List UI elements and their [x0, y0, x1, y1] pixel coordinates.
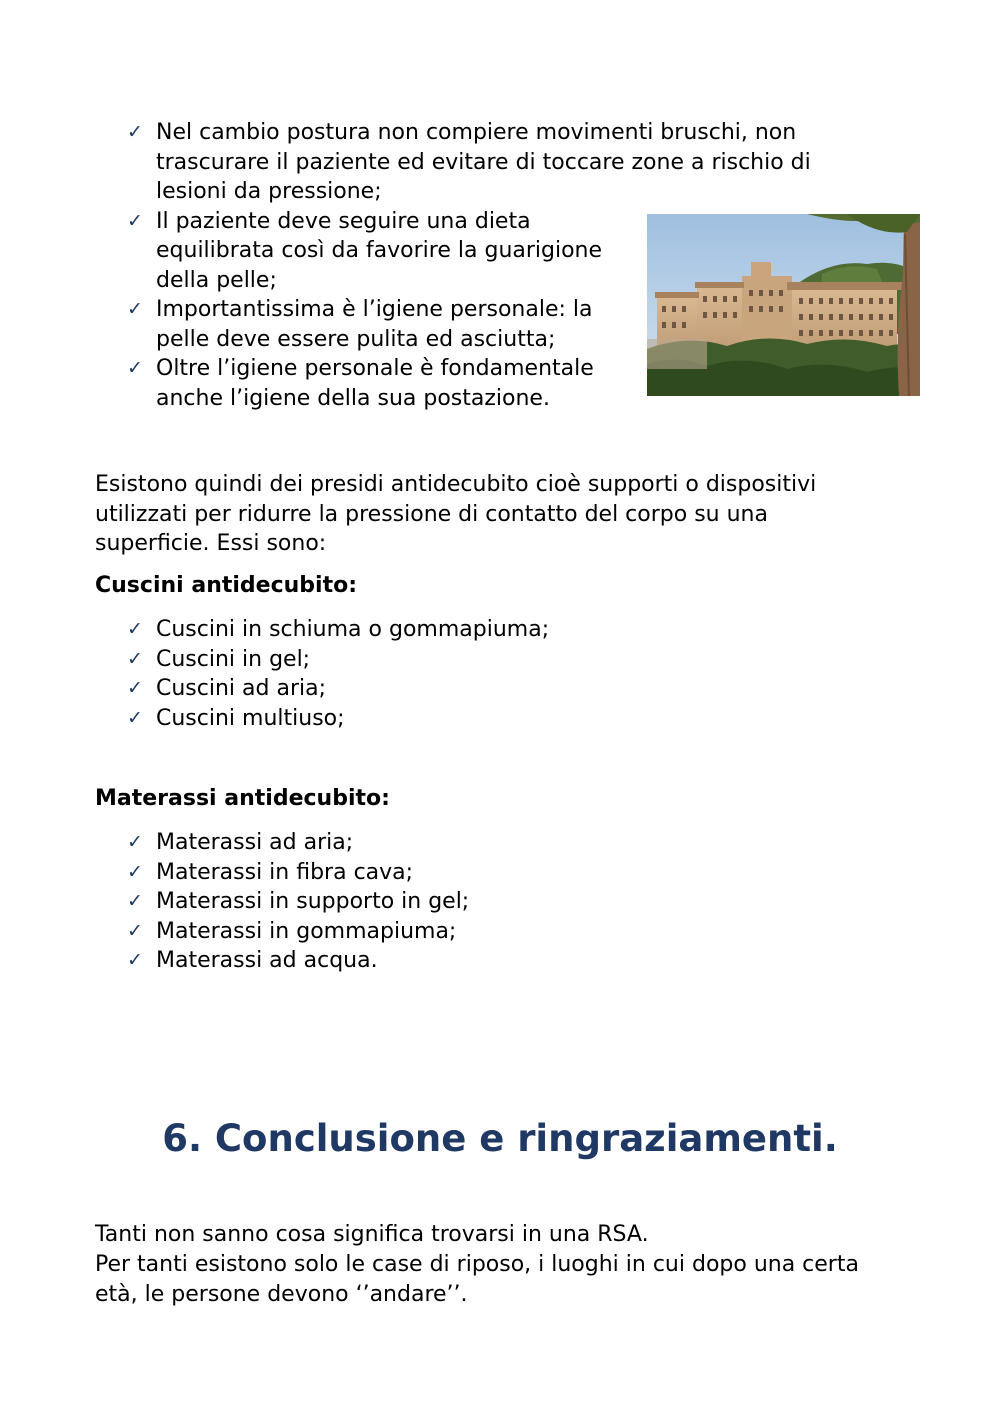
checkmark-icon: ✓	[127, 357, 143, 379]
conclusion-line-2: Per tanti esistono solo le case di riposo, i luoghi in cui dopo una certa età, le persone devono ‘’andare’’.	[95, 1252, 859, 1307]
checkmark-icon: ✓	[127, 647, 143, 670]
checkmark-icon: ✓	[127, 618, 143, 640]
checkmark-icon: ✓	[127, 919, 143, 942]
checkmark-icon: ✓	[127, 831, 143, 853]
checkmark-icon: ✓	[127, 298, 143, 320]
checkmark-icon: ✓	[127, 890, 143, 912]
cuscini-list	[95, 615, 865, 733]
section-heading: 6. Conclusione e ringraziamenti.	[162, 1117, 838, 1160]
list-item: ✓ Cuscini multiuso;	[95, 704, 865, 734]
list-item: ✓ Materassi ad acqua.	[95, 946, 865, 976]
checkmark-icon: ✓	[127, 860, 143, 883]
checkmark-icon: ✓	[127, 949, 143, 971]
checkmark-icon: ✓	[127, 209, 143, 232]
materassi-list	[95, 828, 865, 976]
list-item: ✓ Materassi in fibra cava;	[95, 858, 865, 888]
intro-paragraph: Esistono quindi dei presidi antidecubito cioè supporti o dispositivi utilizzati per ridurre la pressione di contatto del corpo su una superficie. Essi sono:	[95, 472, 817, 556]
checkmark-icon: ✓	[127, 121, 143, 143]
conclusion-line-1: Tanti non sanno cosa significa trovarsi in una RSA.	[95, 1222, 649, 1247]
building-photo	[647, 214, 920, 396]
list-item: ✓ Cuscini in schiuma o gommapiuma;	[95, 615, 865, 645]
materassi-heading: Materassi antidecubito:	[95, 786, 390, 811]
list-item: ✓ Importantissima è l’igiene personale: la pelle deve essere pulita ed asciutta;	[127, 297, 593, 352]
list-item: ✓ Materassi in supporto in gel;	[95, 887, 865, 917]
list-item: ✓ Nel cambio postura non compiere movimenti bruschi, non trascurare il paziente ed evitare di toccare zone a rischio di lesioni da pressione;	[127, 120, 811, 204]
list-item: ✓ Cuscini ad aria;	[95, 674, 865, 704]
cuscini-heading: Cuscini antidecubito:	[95, 573, 358, 598]
checkmark-icon: ✓	[127, 706, 143, 729]
checkmark-icon: ✓	[127, 677, 143, 699]
list-item: ✓ Materassi ad aria;	[95, 828, 865, 858]
list-item: ✓ Materassi in gommapiuma;	[95, 917, 865, 947]
list-item: ✓ Oltre l’igiene personale è fondamentale anche l’igiene della sua postazione.	[127, 356, 594, 411]
list-item: ✓ Il paziente deve seguire una dieta equilibrata così da favorire la guarigione della pelle;	[127, 208, 603, 293]
list-item: ✓ Cuscini in gel;	[95, 645, 865, 675]
